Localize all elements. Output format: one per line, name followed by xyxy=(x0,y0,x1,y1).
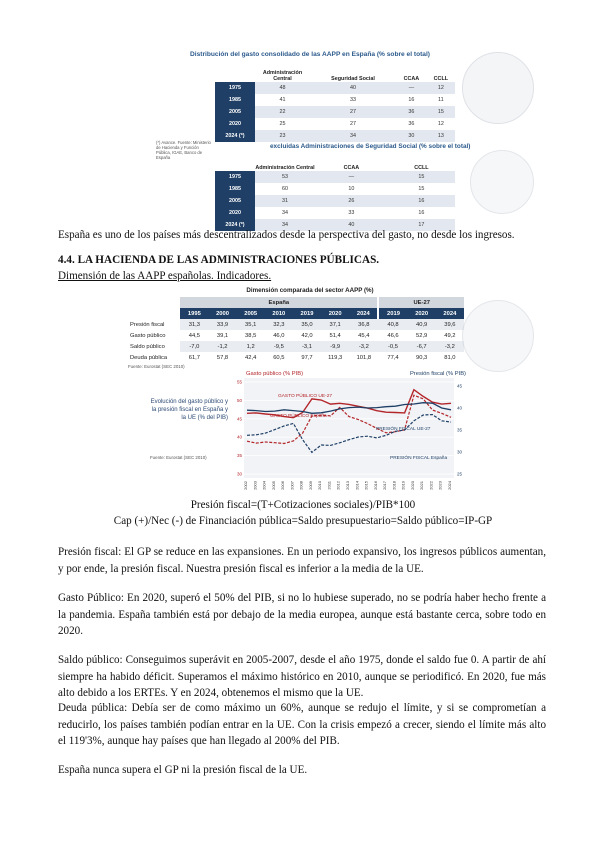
year-tick: 2014 xyxy=(354,481,360,490)
label-gasto-es: GASTO PÚBLICO España xyxy=(270,414,327,419)
year-tick: 2020 xyxy=(409,481,415,490)
year-tick: 2008 xyxy=(298,481,304,490)
figure1-subtable xyxy=(215,151,455,231)
table-cell: -3,1 xyxy=(293,341,321,352)
year-tick: 2004 xyxy=(261,481,267,490)
table-cell: 36 xyxy=(396,106,427,118)
table-cell: 36 xyxy=(408,121,415,127)
table-cell: 33 xyxy=(350,97,357,103)
table-cell: 57,8 xyxy=(216,354,229,361)
table-cell: — xyxy=(396,82,427,94)
left-axis-tick: 35 xyxy=(236,453,242,459)
table-cell: 37,1 xyxy=(321,319,349,330)
table-cell: 90,3 xyxy=(416,354,428,361)
row-label: Saldo público xyxy=(128,341,180,352)
table-cell: 42,0 xyxy=(301,332,313,339)
table-cell: 119,3 xyxy=(328,354,343,361)
table-cell: 30 xyxy=(396,130,427,142)
figure1-header: CCAA xyxy=(403,76,420,82)
paragraph-intro: España es uno de los países más descentralizados desde la perspectiva del gasto, no desde los ingresos. xyxy=(58,229,515,241)
year-header: 1995 xyxy=(180,308,208,319)
table-cell: 35,0 xyxy=(293,319,321,330)
table-cell: 34 xyxy=(282,210,288,216)
year-header: 2019 xyxy=(293,308,321,319)
year-header: 2024 xyxy=(436,308,464,319)
formula-presion: Presión fiscal=(T+Cotizaciones sociales)/PIB*100 xyxy=(190,499,416,511)
table-cell-year: 1975 xyxy=(215,82,255,94)
label-gasto-ue: GASTO PÚBLICO UE-27 xyxy=(278,394,333,399)
figure1-note: (*) Avance. Fuente: Ministerio de Hacienda y Función Pública, IGAE, Banco de España xyxy=(156,140,211,160)
year-tick: 2016 xyxy=(372,481,378,490)
figure1-subheader: CCAA xyxy=(343,165,360,171)
year-tick: 2017 xyxy=(382,481,388,490)
label-presion-es: PRESIÓN FISCAL España xyxy=(390,456,448,461)
year-tick: 2002 xyxy=(243,481,248,490)
table-cell: 16 xyxy=(408,97,415,103)
table-row xyxy=(215,82,455,94)
table-cell: 31,3 xyxy=(180,319,208,330)
legend-gasto: Gasto público (% PIB) xyxy=(246,371,304,377)
watermark-seal-3 xyxy=(462,300,534,372)
left-axis-tick: 30 xyxy=(236,471,242,477)
year-tick: 2023 xyxy=(437,481,443,490)
table-cell: 36,8 xyxy=(349,319,378,330)
left-axis-tick: 50 xyxy=(236,397,242,403)
table-cell: 33,9 xyxy=(208,319,236,330)
table-cell: 17 xyxy=(388,219,455,231)
year-header: 2000 xyxy=(208,308,236,319)
right-axis-tick: 35 xyxy=(457,427,463,433)
year-tick: 2022 xyxy=(428,481,434,490)
group-eu: UE-27 xyxy=(378,297,464,308)
right-axis-tick: 45 xyxy=(457,383,463,389)
table-cell: 10 xyxy=(348,186,355,192)
right-axis-tick: 25 xyxy=(457,471,463,477)
year-tick: 2003 xyxy=(252,481,258,490)
table-cell: 40 xyxy=(315,219,388,231)
table-cell: 45,4 xyxy=(358,332,370,339)
table-cell: 27 xyxy=(310,106,396,118)
paragraph-deuda: Deuda pública: Debía ser de como máximo un 60%, aunque se redujo el límite, y si se comprometían a reducirlo, los países también podían entrar en la UE. Con la crisis empezó a crecer, siendo el límite más alto el 119'3%, aunque hay países que han llegado al 200% del PIB. xyxy=(58,702,546,747)
section-subheading: Dimensión de las AAPP españolas. Indicadores. xyxy=(58,270,272,282)
chart-description: Evolución del gasto público y la presión fiscal en España y la UE (% del PIB) xyxy=(150,399,228,421)
table-row xyxy=(128,352,464,363)
chart-svg xyxy=(228,368,470,506)
table-cell: 46,6 xyxy=(387,332,399,339)
year-tick: 2015 xyxy=(363,481,369,490)
table-row xyxy=(215,130,455,142)
table-cell: 26 xyxy=(315,195,388,207)
year-tick: 2019 xyxy=(400,481,406,490)
paragraph-presion: Presión fiscal: El GP se reduce en las expansiones. En un periodo expansivo, los ingresos públicos aumentan, y por ende, la presión fiscal. Nuestra presión fiscal es inferior a la media de la UE. xyxy=(58,546,546,575)
watermark-seal-2 xyxy=(470,150,534,214)
table-row xyxy=(215,106,455,118)
table-cell: 40,9 xyxy=(408,319,436,330)
table-cell-year: 2020 xyxy=(215,118,255,130)
table-cell: 60 xyxy=(282,186,288,192)
table-row xyxy=(128,319,464,330)
year-tick: 2005 xyxy=(270,481,276,490)
figure2-source: Fuente: Eurostat (SEC 2010) xyxy=(128,364,185,369)
group-spain: España xyxy=(180,297,378,308)
figure1-subheader: CCLL xyxy=(414,165,429,171)
table-cell: 49,2 xyxy=(444,332,456,339)
figure1-subheader: Administración Central xyxy=(255,165,315,171)
table-cell: -6,7 xyxy=(408,341,436,352)
year-tick: 2021 xyxy=(419,481,425,490)
table-cell: 41 xyxy=(279,97,286,103)
table-cell: 42,4 xyxy=(245,354,257,361)
table-cell: 15 xyxy=(427,106,455,118)
right-axis-tick: 40 xyxy=(457,405,463,411)
table-cell: 16 xyxy=(388,195,455,207)
table-cell: 61,7 xyxy=(188,354,201,361)
table-row xyxy=(215,195,455,207)
figure1-header: Seguridad Social xyxy=(331,76,375,82)
table-cell-year: 1975 xyxy=(215,171,255,183)
legend-presion: Presión fiscal (% PIB) xyxy=(409,371,466,377)
paragraph-gasto: Gasto Público: En 2020, superó el 50% del PIB, si no lo hubiese superado, no se podría haber hecho frente a la pandemia. España también está por debajo de la media europea, aunque está bastante cerca, sobre todo en 2020. xyxy=(58,592,546,637)
figure1-table xyxy=(215,62,455,142)
section-heading: 4.4. LA HACIENDA DE LAS ADMINISTRACIONES PÚBLICAS. xyxy=(58,254,380,266)
table-cell: — xyxy=(315,171,388,183)
table-cell: 35,1 xyxy=(237,319,265,330)
figure1-subheader xyxy=(215,151,255,171)
table-cell-year: 2005 xyxy=(215,106,255,118)
figure2-table xyxy=(128,297,464,363)
year-header: 2005 xyxy=(237,308,265,319)
table-cell: 97,7 xyxy=(301,354,313,361)
table-cell: -9,9 xyxy=(321,341,349,352)
left-axis-tick: 40 xyxy=(236,434,242,440)
year-tick: 2007 xyxy=(289,481,295,490)
table-cell: 44,5 xyxy=(188,332,201,339)
table-cell: 12 xyxy=(427,82,455,94)
table-cell: 23 xyxy=(255,130,310,142)
paragraph-final: España nunca supera el GP ni la presión fiscal de la UE. xyxy=(58,764,308,776)
table-row xyxy=(128,341,464,352)
figure1-header: CCLL xyxy=(433,76,449,82)
year-header: 2020 xyxy=(408,308,436,319)
table-cell: 51,4 xyxy=(329,332,341,339)
table-cell: 11 xyxy=(438,97,444,103)
table-cell: 48 xyxy=(255,82,310,94)
left-axis-tick: 55 xyxy=(236,379,242,385)
chart-source: Fuente: Eurostat (SEC 2010) xyxy=(150,455,207,460)
table-cell: 12 xyxy=(437,121,444,127)
year-tick: 2018 xyxy=(391,481,397,490)
year-header: 2010 xyxy=(265,308,293,319)
figure1-header: Administración Central xyxy=(262,70,303,82)
figure1-subtitle: excluidas Administraciones de Seguridad Social (% sobre el total) xyxy=(270,143,471,150)
table-cell: 15 xyxy=(388,171,455,183)
table-cell: 52,9 xyxy=(416,332,428,339)
table-cell: 16 xyxy=(418,210,425,216)
row-label: Presión fiscal xyxy=(128,319,180,330)
table-cell: 25 xyxy=(279,121,286,127)
table-cell: 33 xyxy=(348,210,355,216)
year-tick: 2012 xyxy=(335,481,341,490)
table-cell: 53 xyxy=(255,171,315,183)
table-cell: -1,2 xyxy=(208,341,236,352)
table-cell: 38,5 xyxy=(245,332,257,339)
year-tick: 2009 xyxy=(307,481,313,490)
year-tick: 2011 xyxy=(326,481,332,490)
table-cell: 34 xyxy=(255,219,315,231)
table-cell-year: 2024 (*) xyxy=(215,130,255,142)
table-cell: 27 xyxy=(350,121,357,127)
row-label: Gasto público xyxy=(128,330,180,341)
year-tick: 2013 xyxy=(345,481,350,490)
table-cell: -3,2 xyxy=(349,341,378,352)
year-tick: 2024 xyxy=(447,481,452,490)
table-cell: 15 xyxy=(418,186,425,192)
right-axis-tick: 30 xyxy=(457,449,463,455)
table-cell: -3,2 xyxy=(436,341,464,352)
table-cell: 13 xyxy=(427,130,455,142)
table-cell: 77,4 xyxy=(387,354,399,361)
table-cell: 101,8 xyxy=(356,354,372,361)
table-row xyxy=(215,183,455,195)
table-cell: 31 xyxy=(255,195,315,207)
table-cell-year: 2020 xyxy=(215,207,255,219)
figure1-title: Distribución del gasto consolidado de las AAPP en España (% sobre el total) xyxy=(190,51,430,58)
year-header: 2019 xyxy=(378,308,407,319)
table-cell-year: 1985 xyxy=(215,94,255,106)
table-cell-year: 1985 xyxy=(215,183,255,195)
table-cell: 60,5 xyxy=(273,354,285,361)
table-cell: -0,5 xyxy=(378,341,407,352)
table-cell: 22 xyxy=(255,106,310,118)
table-cell: 34 xyxy=(310,130,396,142)
row-label: Deuda pública xyxy=(128,352,180,363)
table-cell: -7,0 xyxy=(180,341,208,352)
table-cell: 39,1 xyxy=(216,332,229,339)
table-row xyxy=(215,207,455,219)
table-cell: 46,0 xyxy=(273,332,285,339)
figure1-header xyxy=(215,62,255,82)
year-header: 2020 xyxy=(321,308,349,319)
table-cell: 81,0 xyxy=(444,354,456,361)
formula-saldo: Cap (+)/Nec (-) de Financiación pública=Saldo presupuestario=Saldo público=IP-GP xyxy=(113,515,493,527)
watermark-seal xyxy=(462,52,534,124)
table-cell: 1,2 xyxy=(237,341,265,352)
figure2-title: Dimensión comparada del sector AAPP (%) xyxy=(246,287,374,294)
label-presion-ue: PRESIÓN FISCAL UE-27 xyxy=(376,427,431,432)
table-cell: 39,6 xyxy=(436,319,464,330)
paragraph-saldo: Saldo público: Conseguimos superávit en 2005-2007, desde el año 1975, donde el saldo fue 0. A partir de ahí siempre ha habido déficit. Superamos el máximo histórico en 2010, aunque se periodificó. En 2020, fue más alto debido a los ERTEs. Y en 2024, obtenemos el mismo que la UE. xyxy=(58,654,546,699)
left-axis-tick: 45 xyxy=(236,416,242,422)
table-cell: 40,8 xyxy=(378,319,407,330)
table-cell: 32,3 xyxy=(265,319,293,330)
year-header: 2024 xyxy=(349,308,378,319)
table-row xyxy=(215,94,455,106)
table-cell: 40 xyxy=(310,82,396,94)
table-row xyxy=(215,171,455,183)
table-row xyxy=(215,118,455,130)
year-tick: 2010 xyxy=(317,481,323,490)
table-cell-year: 2024 (*) xyxy=(215,219,255,231)
year-tick: 2006 xyxy=(280,481,286,490)
table-cell-year: 2005 xyxy=(215,195,255,207)
table-row xyxy=(128,330,464,341)
table-cell: -9,5 xyxy=(265,341,293,352)
